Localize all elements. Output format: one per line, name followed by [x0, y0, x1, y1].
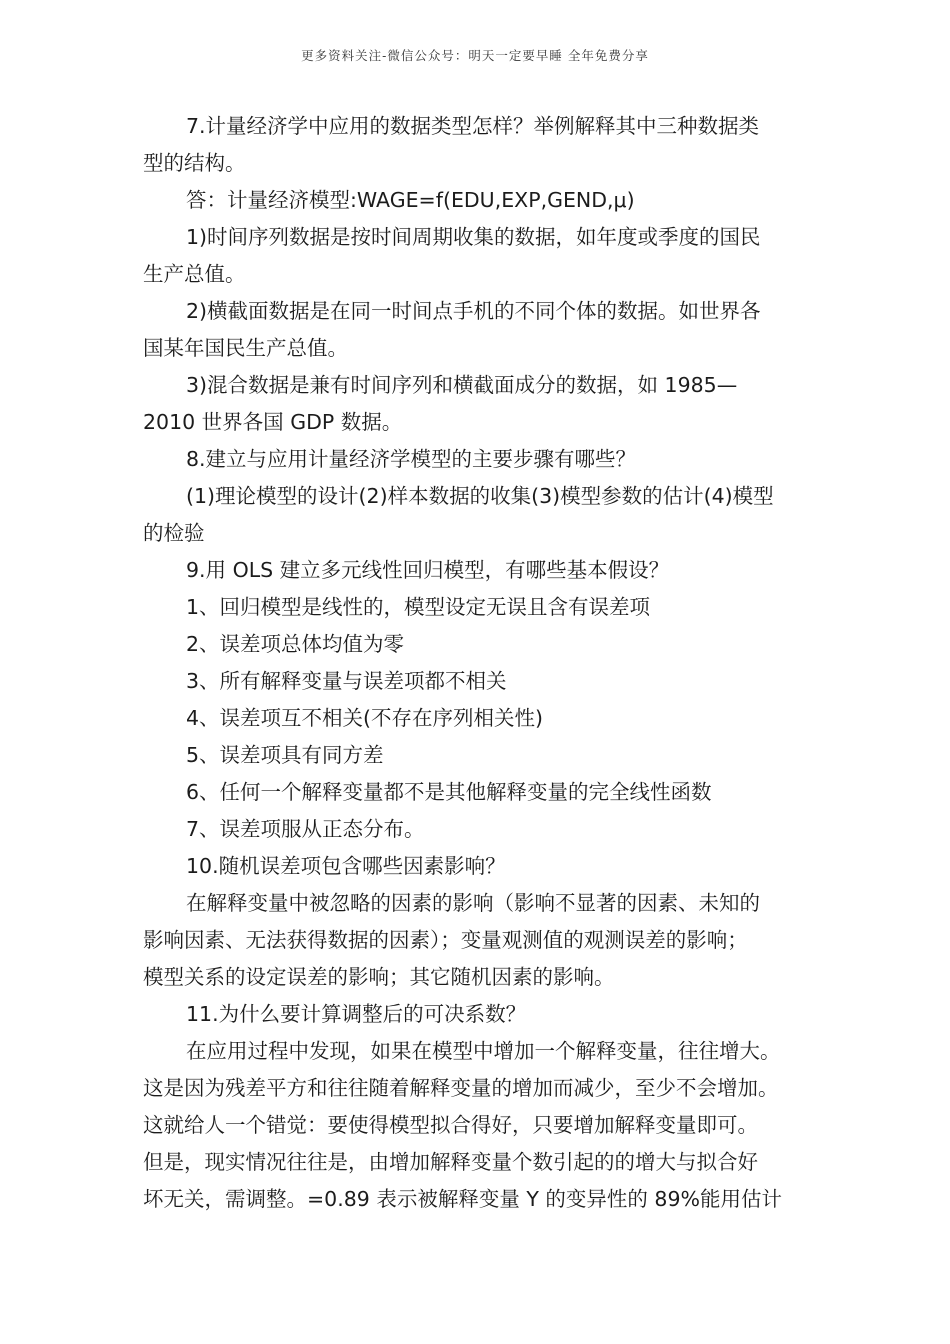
- text-line: 10.随机误差项包含哪些因素影响？: [186, 854, 506, 878]
- text-line: 11.为什么要计算调整后的可决系数？: [186, 1002, 527, 1026]
- text-line: 2010 世界各国 GDP 数据。: [143, 410, 403, 434]
- text-line: 在应用过程中发现，如果在模型中增加一个解释变量，往往增大。: [186, 1039, 781, 1063]
- text-line: 但是，现实情况往往是，由增加解释变量个数引起的的增大与拟合好: [143, 1150, 758, 1174]
- text-line: 9.用 OLS 建立多元线性回归模型，有哪些基本假设？: [186, 558, 670, 582]
- text-line: 5、误差项具有同方差: [186, 743, 384, 767]
- text-line: 2)横截面数据是在同一时间点手机的不同个体的数据。如世界各: [186, 299, 761, 323]
- text-line: (1)理论模型的设计(2)样本数据的收集(3)模型参数的估计(4)模型: [186, 484, 774, 508]
- text-line: 4、误差项互不相关(不存在序列相关性): [186, 706, 544, 730]
- text-line: 3)混合数据是兼有时间序列和横截面成分的数据，如 1985—: [186, 373, 738, 397]
- text-line: 坏无关，需调整。=0.89 表示被解释变量 Y 的变异性的 89%能用估计: [143, 1187, 782, 1211]
- document-body: [143, 108, 813, 1218]
- text-line: 6、任何一个解释变量都不是其他解释变量的完全线性函数: [186, 780, 712, 804]
- text-line: 2、误差项总体均值为零: [186, 632, 405, 656]
- text-line: 生产总值。: [143, 262, 246, 286]
- text-line: 8.建立与应用计量经济学模型的主要步骤有哪些？: [186, 447, 637, 471]
- text-line: 的检验: [143, 521, 205, 545]
- text-line: 1)时间序列数据是按时间周期收集的数据，如年度或季度的国民: [186, 225, 761, 249]
- text-line: 模型关系的设定误差的影响；其它随机因素的影响。: [143, 965, 615, 989]
- text-line: 3、所有解释变量与误差项都不相关: [186, 669, 507, 693]
- text-line: 国某年国民生产总值。: [143, 336, 348, 360]
- text-line: 1、回归模型是线性的，模型设定无误且含有误差项: [186, 595, 651, 619]
- text-line: 7.计量经济学中应用的数据类型怎样？举例解释其中三种数据类: [186, 114, 760, 138]
- text-line: 在解释变量中被忽略的因素的影响（影响不显著的因素、未知的: [186, 891, 760, 915]
- text-line: 这是因为残差平方和往往随着解释变量的增加而减少，至少不会增加。: [143, 1076, 779, 1100]
- text-line: 7、误差项服从正态分布。: [186, 817, 425, 841]
- text-line: 答：计量经济模型:WAGE=f(EDU,EXP,GEND,μ): [186, 188, 635, 212]
- page-header: 更多资料关注-微信公众号：明天一定要早睡 全年免费分享: [301, 48, 649, 63]
- text-line: 型的结构。: [143, 151, 246, 175]
- text-line: 影响因素、无法获得数据的因素）；变量观测值的观测误差的影响；: [143, 928, 748, 952]
- text-line: 这就给人一个错觉：要使得模型拟合得好，只要增加解释变量即可。: [143, 1113, 758, 1137]
